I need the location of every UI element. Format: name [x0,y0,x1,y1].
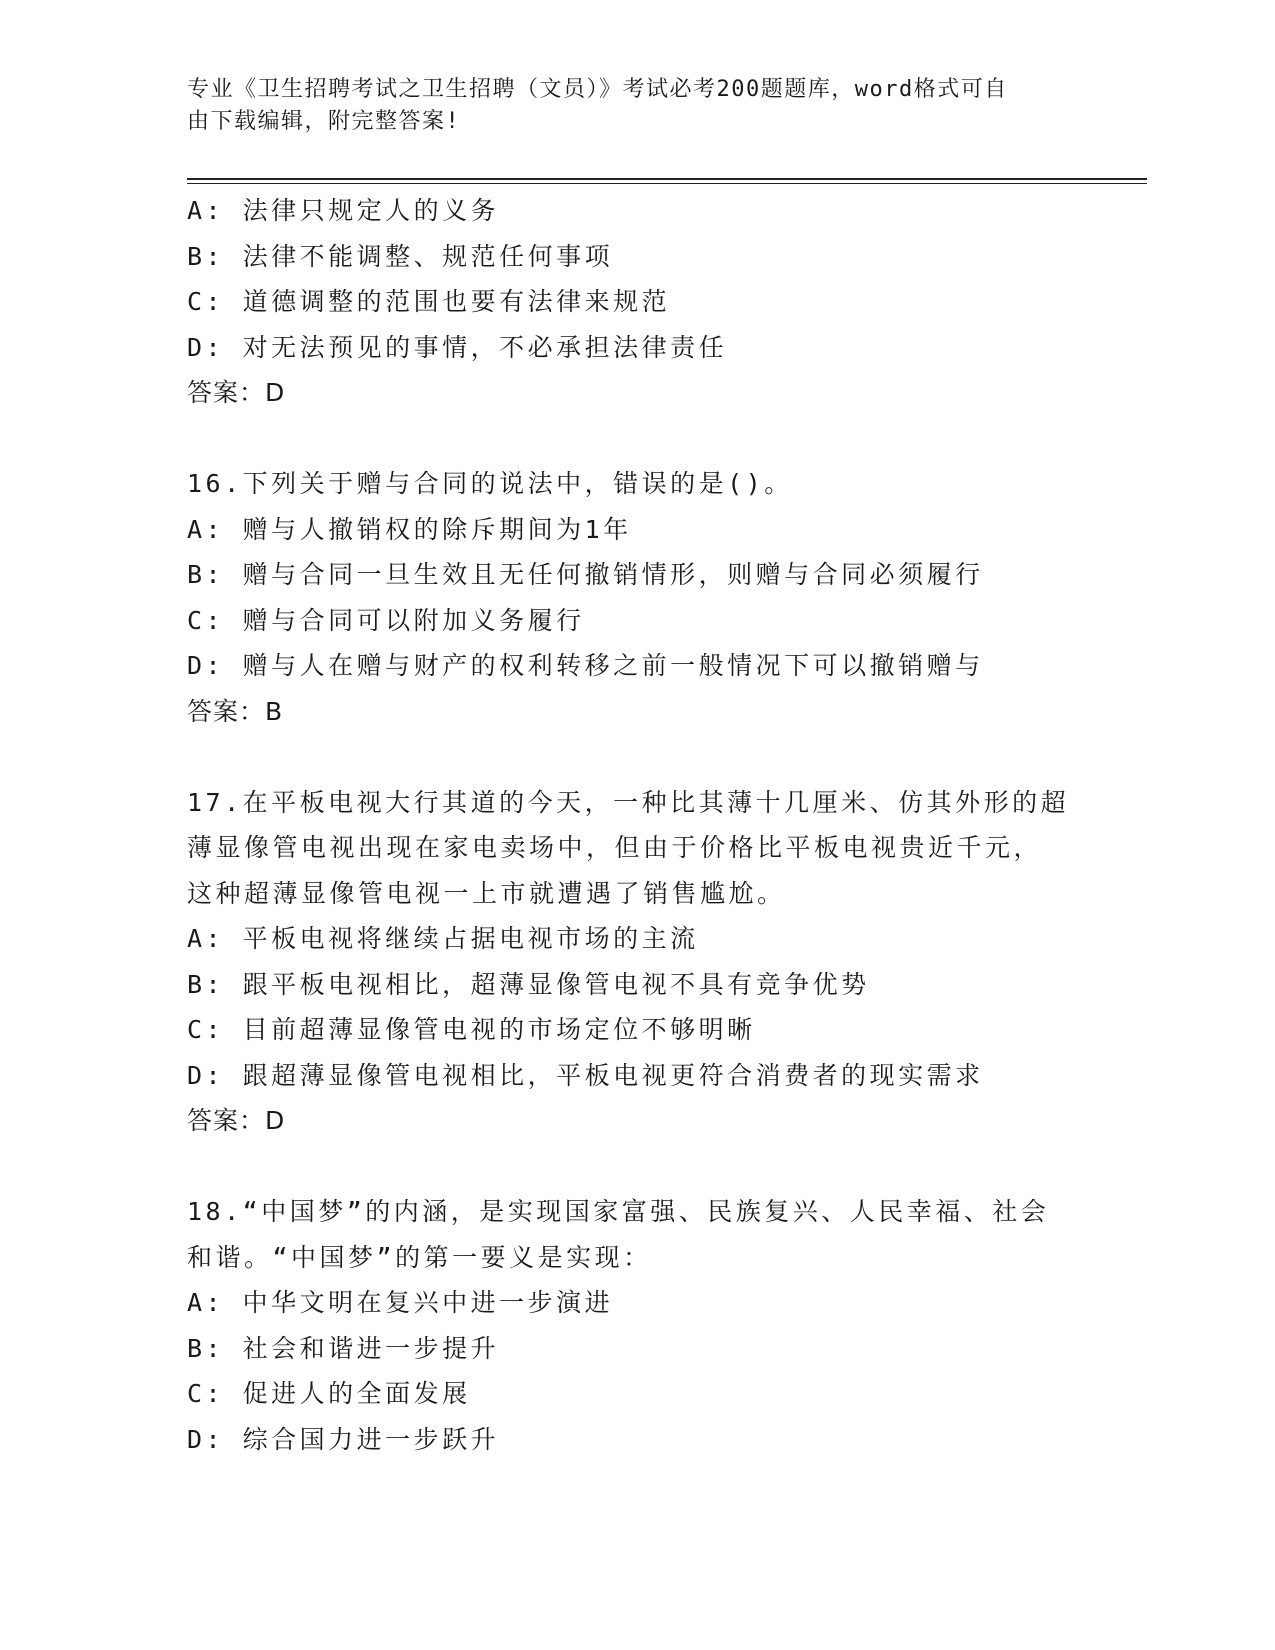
option-c: C: 促进人的全面发展 [187,1379,471,1408]
question-stem-line-3: 这种超薄显像管电视一上市就遭遇了销售尴尬。 [187,878,786,908]
question-15 [187,188,1147,416]
question-stem: 16.下列关于赠与合同的说法中，错误的是()。 [187,469,793,498]
option-b: B: 跟平板电视相比，超薄显像管电视不具有竞争优势 [187,969,870,999]
question-16 [187,461,1147,734]
option-b: B: 社会和谐进一步提升 [187,1333,500,1363]
option-a: A: 赠与人撤销权的除斥期间为1年 [187,514,632,544]
option-a: A: 法律只规定人的义务 [187,196,500,225]
spacer [187,734,1147,780]
option-d: D: 赠与人在赠与财产的权利转移之前一般情况下可以撤销赠与 [187,651,984,680]
option-a: A: 平板电视将继续占据电视市场的主流 [187,924,699,953]
option-b: B: 法律不能调整、规范任何事项 [187,241,614,271]
answer: 答案：D [187,1106,286,1135]
question-stem-line-1: 17.在平板电视大行其道的今天，一种比其薄十几厘米、仿其外形的超 [187,787,1070,817]
option-d: D: 跟超薄显像管电视相比，平板电视更符合消费者的现实需求 [187,1060,984,1090]
option-b: B: 赠与合同一旦生效且无任何撤销情形，则赠与合同必须履行 [187,560,984,589]
spacer [187,1144,1147,1190]
header-line-2: 由下载编辑，附完整答案! [187,109,461,134]
question-17 [187,780,1147,1144]
question-stem-line-1: 18.“中国梦”的内涵，是实现国家富强、民族复兴、人民幸福、社会 [187,1197,1050,1226]
option-d: D: 综合国力进一步跃升 [187,1424,500,1454]
header-line-1: 专业《卫生招聘考试之卫生招聘（文员）》考试必考200题题库，word格式可自 [187,77,1008,102]
question-stem-line-2: 薄显像管电视出现在家电卖场中，但由于价格比平板电视贵近千元， [187,833,1043,862]
option-d: D: 对无法预见的事情，不必承担法律责任 [187,332,728,362]
option-a: A: 中华文明在复兴中进一步演进 [187,1288,614,1317]
document-page [187,0,1147,1650]
question-18 [187,1189,1147,1462]
answer: 答案：D [187,378,286,407]
header-divider-thick [187,178,1147,180]
option-c: C: 赠与合同可以附加义务履行 [187,605,585,635]
question-content [187,188,1147,1462]
option-c: C: 道德调整的范围也要有法律来规范 [187,287,671,316]
document-header [187,74,1147,138]
header-divider-thin [187,183,1147,184]
option-c: C: 目前超薄显像管电视的市场定位不够明晰 [187,1015,756,1044]
question-stem-line-2: 和谐。“中国梦”的第一要义是实现： [187,1242,652,1272]
spacer [187,416,1147,462]
answer: 答案：B [187,696,284,726]
